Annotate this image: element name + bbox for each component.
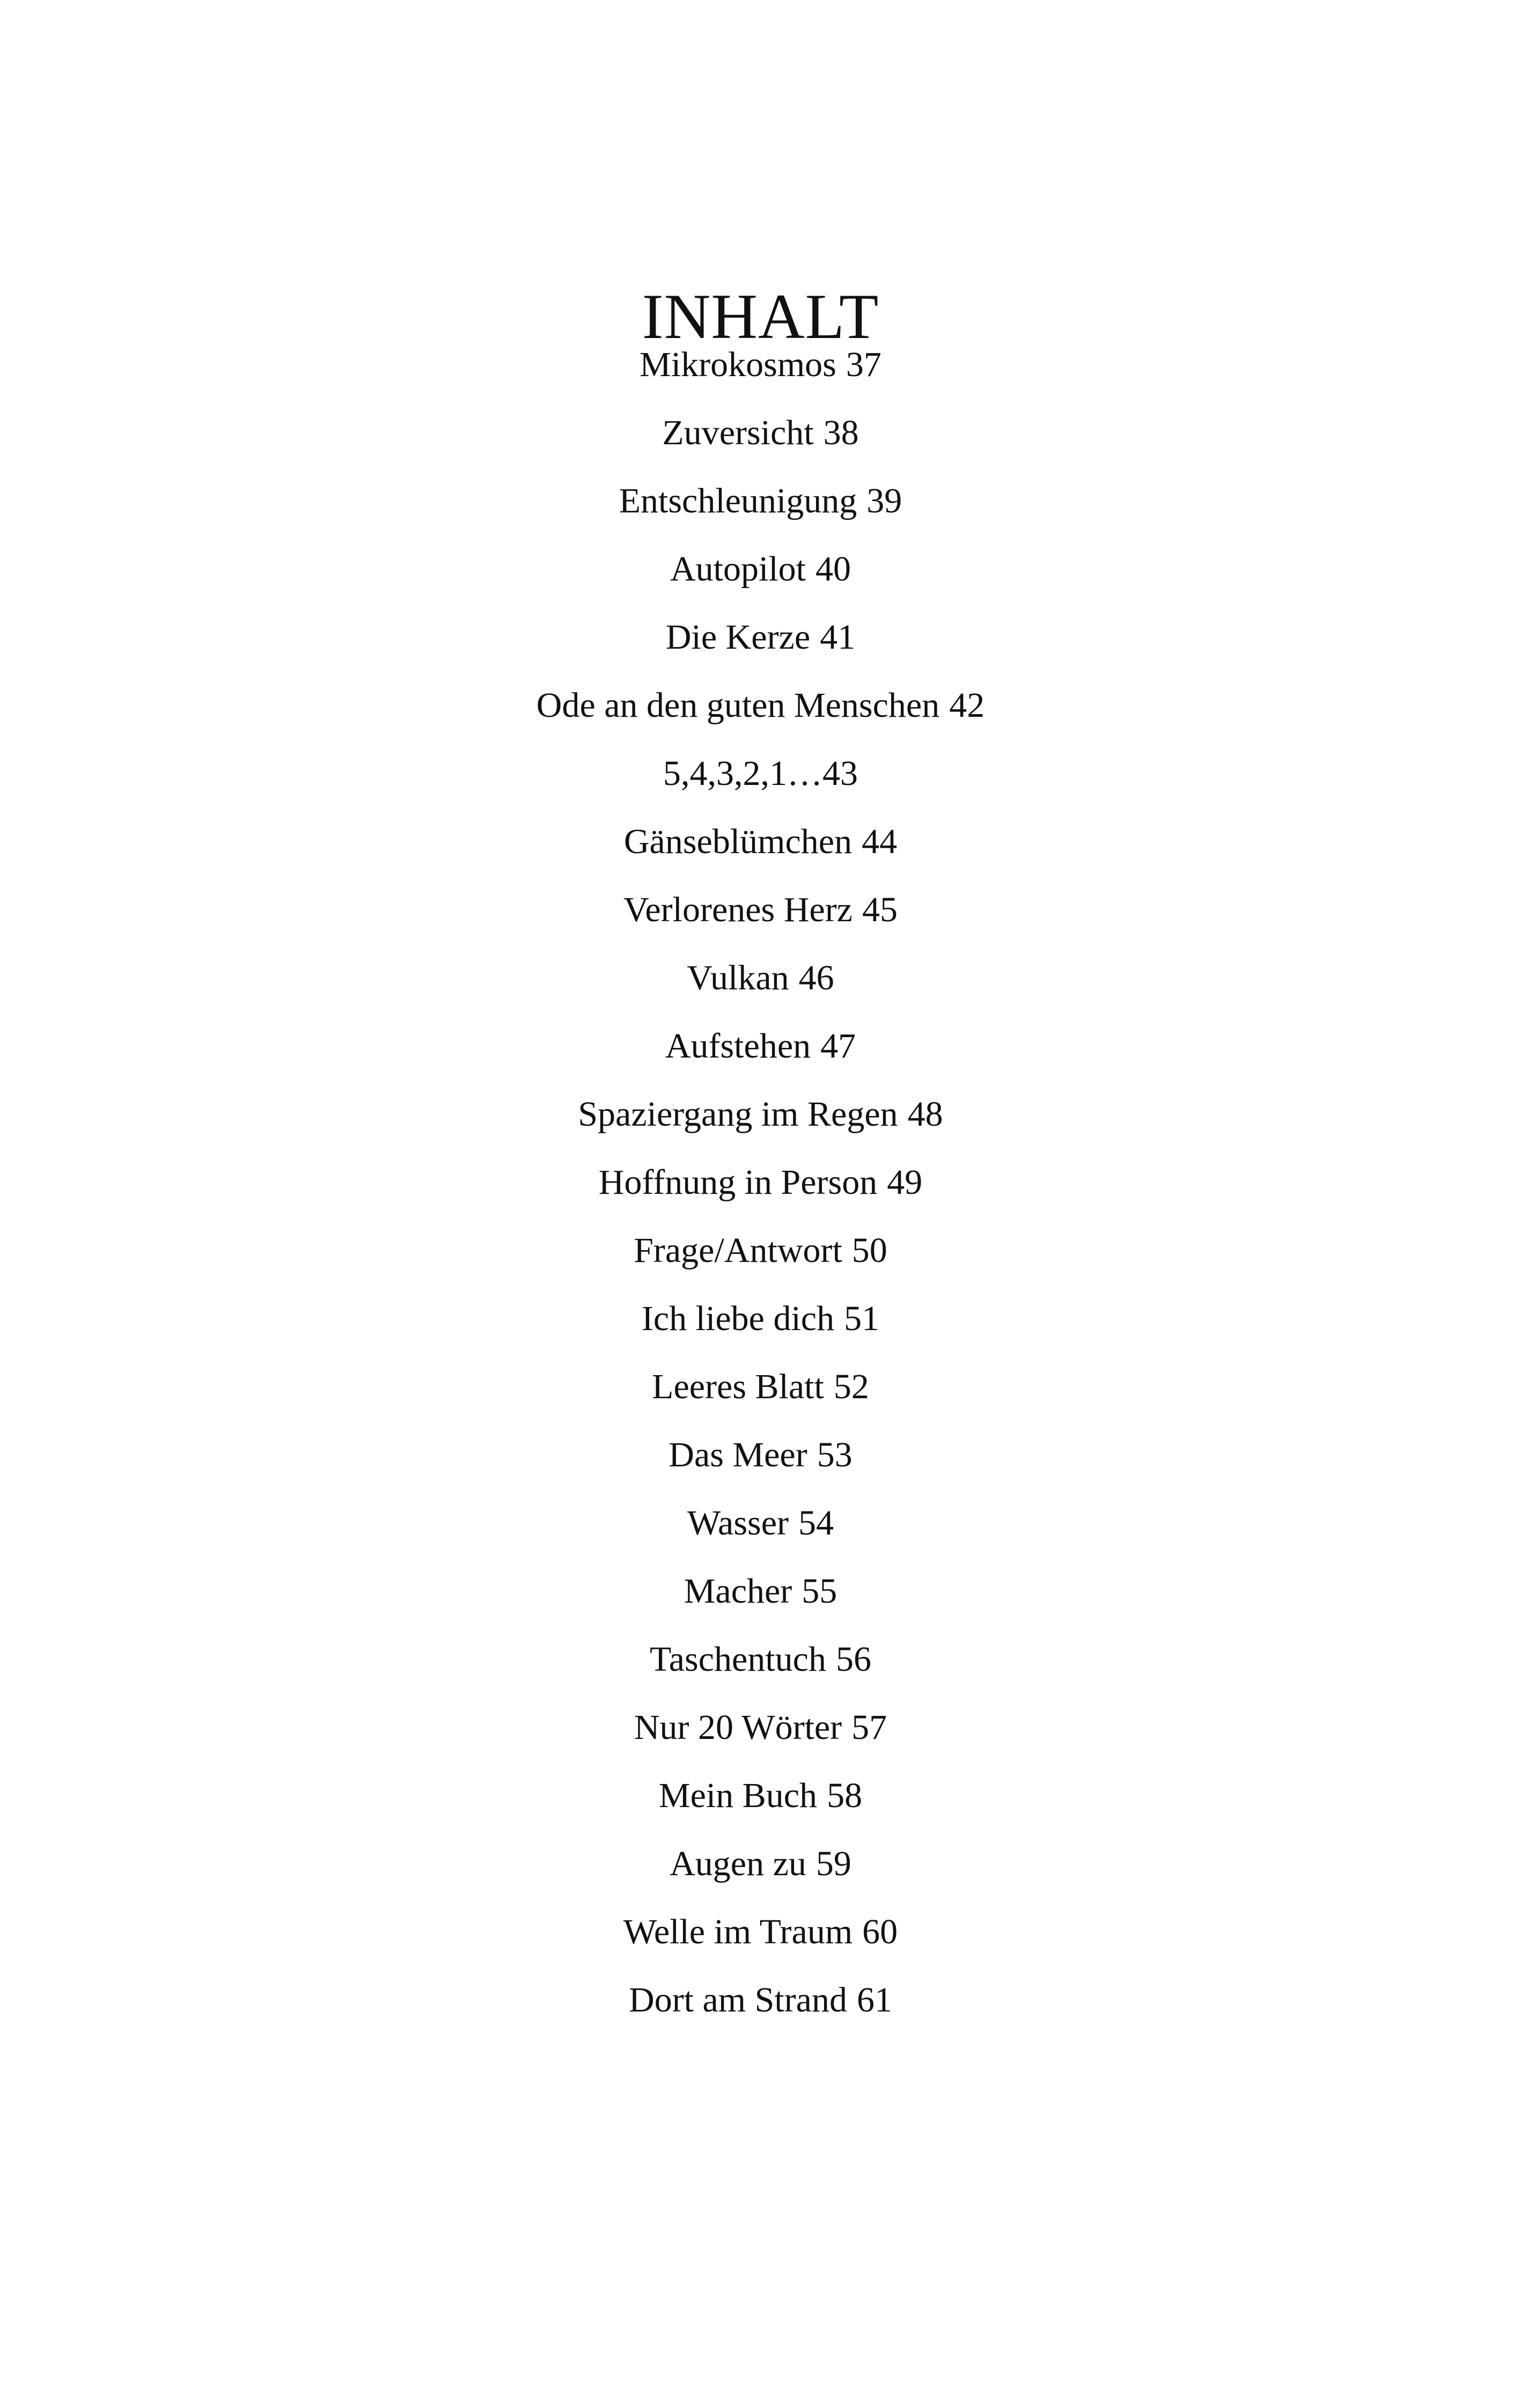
toc-entry [0, 1496, 1521, 1565]
toc-entry-title: Aufstehen [665, 1026, 811, 1066]
toc-entry-title: Verlorenes Herz [623, 890, 853, 929]
toc-entry [0, 474, 1521, 542]
toc-entry-title: Autopilot [670, 549, 806, 589]
toc-entry [0, 951, 1521, 1019]
toc-entry [0, 1224, 1521, 1292]
toc-entry [0, 679, 1521, 747]
toc-entry [0, 1837, 1521, 1905]
toc-entry-page: 56 [835, 1640, 871, 1679]
toc-entry-page: 48 [907, 1095, 943, 1134]
toc-entry-page: 49 [887, 1163, 923, 1202]
toc-entry-page: 40 [815, 549, 851, 589]
toc-entry-page: 50 [851, 1231, 887, 1270]
toc-entry-title: Hoffnung in Person [598, 1163, 878, 1202]
toc-entry-page: 38 [823, 413, 859, 452]
toc-entry [0, 1973, 1521, 2042]
toc-entry [0, 815, 1521, 883]
toc-entry-title: Taschentuch [650, 1640, 826, 1679]
toc-entry [0, 1292, 1521, 1360]
toc-entry [0, 338, 1521, 406]
toc-entry-title: Nur 20 Wörter [634, 1708, 842, 1747]
toc-entry [0, 1769, 1521, 1837]
toc-entry [0, 542, 1521, 611]
toc-entry-page: 41 [820, 618, 856, 657]
toc-entry-title: Welle im Traum [623, 1912, 853, 1951]
toc-entry [0, 406, 1521, 474]
toc-entry-title: Die Kerze [665, 618, 811, 657]
toc-entry [0, 1701, 1521, 1769]
toc-entry-page: 39 [866, 481, 902, 520]
toc-entry-page: 60 [862, 1912, 898, 1951]
toc-entry-title: Dort am Strand [629, 1980, 847, 2020]
toc-entry [0, 1428, 1521, 1496]
toc-entry-title: Zuversicht [662, 413, 814, 452]
toc-entry-page: 52 [833, 1367, 869, 1406]
toc-entry-title: Das Meer [668, 1435, 807, 1474]
toc-entry-page: 47 [820, 1026, 856, 1066]
toc-entry [0, 1633, 1521, 1701]
toc-title: INHALT [642, 281, 879, 353]
toc-entry-page: 54 [798, 1503, 834, 1543]
toc-entry-title: Leeres Blatt [652, 1367, 824, 1406]
toc-entry-title: Entschleunigung [619, 481, 857, 520]
toc-entry-title: Mein Buch [658, 1776, 818, 1815]
toc-entry-title: Vulkan [687, 958, 789, 997]
toc-entry-page: 37 [846, 345, 881, 384]
toc-entry-page: 45 [862, 890, 898, 929]
toc-entry-title: Macher [684, 1572, 792, 1611]
toc-entry-title: Wasser [687, 1503, 789, 1543]
toc-entry-page: 58 [827, 1776, 863, 1815]
toc-entry-title: Spaziergang im Regen [578, 1095, 898, 1134]
toc-entry-page: 46 [798, 958, 834, 997]
toc-entry [0, 1905, 1521, 1973]
toc-entry-title: Frage/Antwort [634, 1231, 842, 1270]
toc-entry-page: 43 [822, 754, 858, 793]
toc-entry-title: Gänseblümchen [623, 822, 853, 861]
toc-entry-page: 61 [856, 1980, 892, 2020]
toc-entry-page: 57 [851, 1708, 887, 1747]
toc-entry-title: 5,4,3,2,1… [663, 754, 822, 793]
toc-list [0, 338, 1521, 2042]
toc-entry-page: 55 [802, 1572, 837, 1611]
toc-entry [0, 1019, 1521, 1088]
toc-entry [0, 1565, 1521, 1633]
toc-entry [0, 1156, 1521, 1224]
toc-entry-page: 44 [862, 822, 898, 861]
toc-entry-page: 59 [815, 1844, 851, 1883]
toc-entry-page: 53 [817, 1435, 853, 1474]
toc-entry-title: Ich liebe dich [641, 1299, 835, 1338]
toc-entry-page: 51 [844, 1299, 880, 1338]
toc-entry [0, 1360, 1521, 1428]
toc-entry-title: Mikrokosmos [640, 345, 836, 384]
toc-entry [0, 1088, 1521, 1156]
toc-entry [0, 883, 1521, 951]
toc-entry-title: Augen zu [670, 1844, 806, 1883]
toc-entry [0, 747, 1521, 815]
toc-entry-title: Ode an den guten Menschen [536, 686, 940, 725]
toc-entry [0, 611, 1521, 679]
toc-entry-page: 42 [949, 686, 985, 725]
